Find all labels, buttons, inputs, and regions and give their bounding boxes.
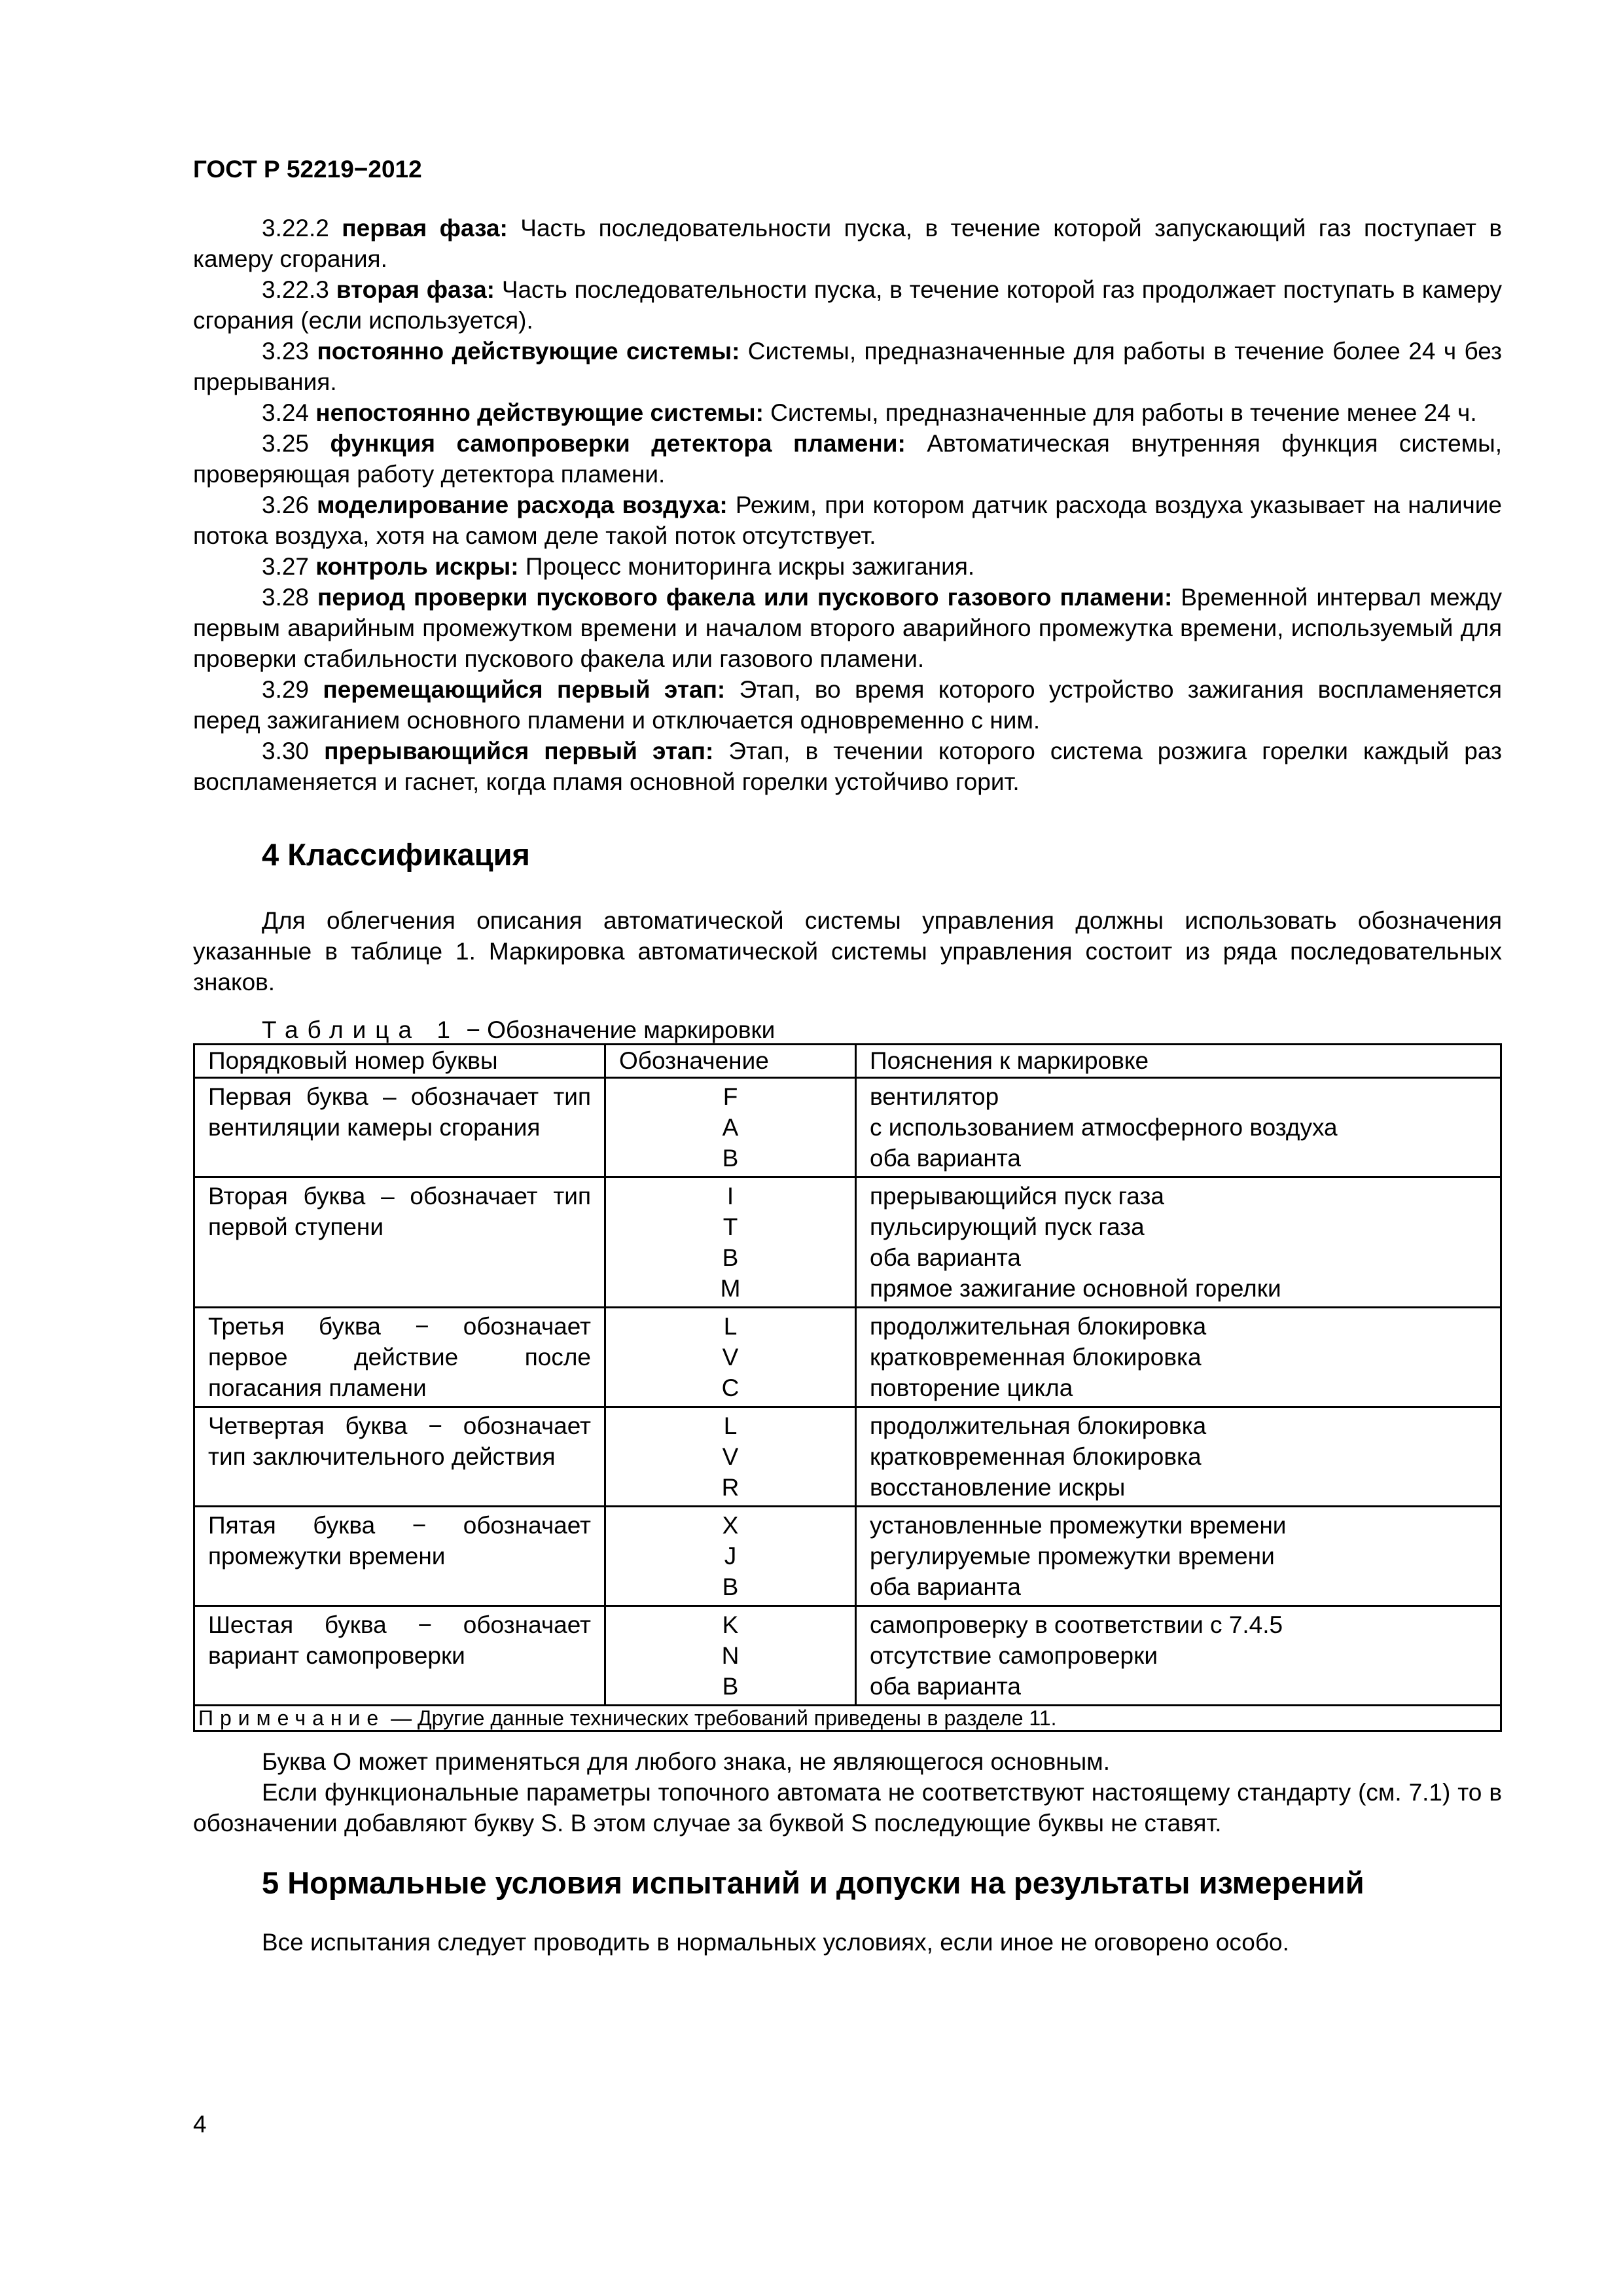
code-value: L (723, 1313, 738, 1340)
definition-term: контроль искры: (315, 553, 519, 580)
definition-number: 3.27 (262, 553, 310, 580)
definition-term: перемещающийся первый этап: (323, 676, 726, 703)
marking-table (193, 1043, 1502, 1732)
definition-3-29 (193, 674, 1502, 736)
explanation-value: оба варианта (870, 1145, 1021, 1172)
explanation-cell (856, 1606, 1501, 1706)
definition-term: первая фаза: (342, 215, 508, 242)
definition-term: функция самопроверки детектора пламени: (330, 430, 906, 457)
code-value: X (722, 1512, 739, 1539)
code-value: I (726, 1183, 734, 1210)
code-value: B (722, 1573, 739, 1600)
letter-s-paragraph: Если функциональные параметры топочного автомата не соответствуют настоящему стандарту (см. 7.1) то в обозначении добавляют букву S. В этом случае за буквой S последующие буквы не ставят. (193, 1779, 1502, 1837)
code-value: B (722, 1673, 739, 1700)
section-5-intro: Все испытания следует проводить в нормальных условиях, если иное не оговорено особо. (262, 1929, 1289, 1956)
designation-cell (605, 1078, 856, 1177)
definition-3-28 (193, 582, 1502, 674)
section-4-title: 4 Классификация (262, 837, 530, 872)
table-row (194, 1507, 1501, 1606)
table-row (194, 1308, 1501, 1407)
explanation-value: с использованием атмосферного воздуха (870, 1114, 1338, 1141)
explanation-value: отсутствие самопроверки (870, 1642, 1158, 1669)
definition-term: непостоянно действующие системы: (315, 399, 764, 426)
definition-3-24 (193, 397, 1502, 428)
code-value: N (721, 1642, 740, 1669)
code-value: J (724, 1543, 737, 1570)
section-5-title: 5 Нормальные условия испытаний и допуски на результаты измерений (262, 1865, 1364, 1900)
table-note-row (194, 1706, 1501, 1731)
definition-3-27 (193, 551, 1502, 582)
explanation-value: самопроверку в соответствии с 7.4.5 (870, 1611, 1283, 1638)
page-number: 4 (193, 2111, 207, 2138)
table-caption (262, 1017, 1502, 1043)
table-note-label: Примечание (198, 1706, 385, 1730)
letter-description: Вторая буква – обозначает тип первой ступени (194, 1177, 605, 1308)
section-4-intro: Для облегчения описания автоматической системы управления должны использовать обозначения указанные в таблице 1. Маркировка автоматической системы управления состоит из ряда последовательных знаков. (193, 907, 1502, 996)
letter-description: Шестая буква − обозначает вариант самопроверки (194, 1606, 605, 1706)
definition-number: 3.30 (262, 738, 310, 764)
letter-o-paragraph: Буква О может применяться для любого знака, не являющегося основным. (262, 1748, 1110, 1775)
letter-description: Первая буква – обозначает тип вентиляции камеры сгорания (194, 1078, 605, 1177)
explanation-value: восстановление искры (870, 1474, 1126, 1501)
code-value: C (721, 1374, 740, 1401)
table-note-text: — Другие данные технических требований приведены в разделе 11. (385, 1706, 1057, 1730)
table-row (194, 1606, 1501, 1706)
definition-text: Процесс мониторинга искры зажигания. (518, 553, 975, 580)
table-note (194, 1706, 1501, 1731)
explanation-value: продолжительная блокировка (870, 1412, 1207, 1439)
code-value: F (722, 1083, 738, 1110)
definition-text: Режим, при котором датчик расхода воздуха указывает на наличие потока воздуха, хотя на самом деле такой поток отсутствует. (193, 492, 1503, 549)
code-value: V (722, 1443, 739, 1470)
code-value: R (721, 1474, 740, 1501)
designation-cell (605, 1308, 856, 1407)
definition-number: 3.28 (262, 584, 310, 611)
definition-text: Автоматическая внутренняя функция системы, проверяющая работу детектора пламени. (193, 430, 1503, 488)
explanation-cell (856, 1507, 1501, 1606)
definition-number: 3.25 (262, 430, 310, 457)
definition-3-22-2 (193, 213, 1502, 274)
definition-3-30 (193, 736, 1502, 797)
column-header-explanation: Пояснения к маркировке (856, 1045, 1501, 1078)
definition-text: Системы, предназначенные для работы в течение более 24 ч без прерывания. (193, 338, 1503, 395)
explanation-value: прямое зажигание основной горелки (870, 1275, 1281, 1302)
definition-number: 3.29 (262, 676, 310, 703)
code-value: K (722, 1611, 739, 1638)
explanation-value: повторение цикла (870, 1374, 1073, 1401)
table-header-row (194, 1045, 1501, 1078)
explanation-value: пульсирующий пуск газа (870, 1213, 1145, 1240)
table-caption-label: Таблица 1 (262, 1016, 459, 1043)
definition-text: Часть последовательности пуска, в течение которой газ продолжает поступать в камеру сгорания (если используется). (193, 276, 1503, 334)
explanation-value: регулируемые промежутки времени (870, 1543, 1275, 1570)
designation-cell (605, 1407, 856, 1507)
definition-text: Часть последовательности пуска, в течение которой запускающий газ поступает в камеру сгорания. (193, 215, 1502, 272)
code-value: T (722, 1213, 738, 1240)
definition-term: прерывающийся первый этап: (324, 738, 714, 764)
document-code-header: ГОСТ Р 52219−2012 (193, 156, 422, 183)
table-row (194, 1407, 1501, 1507)
explanation-value: установленные промежутки времени (870, 1512, 1287, 1539)
definition-term: постоянно действующие системы: (317, 338, 740, 365)
definition-text: Временной интервал между первым аварийным промежутком времени и началом второго аварийного промежутка времени, используемый для проверки стабильности пускового факела или газового пламени. (193, 584, 1503, 672)
letter-description: Третья буква − обозначает первое действие после погасания пламени (194, 1308, 605, 1407)
explanation-cell (856, 1078, 1501, 1177)
definition-3-26 (193, 490, 1502, 551)
explanation-value: вентилятор (870, 1083, 999, 1110)
definition-number: 3.24 (262, 399, 310, 426)
explanation-value: оба варианта (870, 1573, 1021, 1600)
definitions-list (193, 213, 1502, 797)
after-table-text (193, 1746, 1502, 1839)
definition-number: 3.22.3 (262, 276, 329, 303)
code-value: M (720, 1275, 741, 1302)
letter-description: Четвертая буква − обозначает тип заключительного действия (194, 1407, 605, 1507)
explanation-value: оба варианта (870, 1244, 1021, 1271)
explanation-cell (856, 1407, 1501, 1507)
definition-term: период проверки пускового факела или пускового газового пламени: (317, 584, 1173, 611)
definition-number: 3.26 (262, 492, 310, 518)
code-value: V (722, 1344, 739, 1371)
explanation-value: прерывающийся пуск газа (870, 1183, 1164, 1210)
code-value: A (722, 1114, 739, 1141)
table-caption-text: − Обозначение маркировки (459, 1016, 776, 1043)
column-header-letter-number: Порядковый номер буквы (194, 1045, 605, 1078)
definition-3-23 (193, 336, 1502, 397)
designation-cell (605, 1177, 856, 1308)
definition-3-22-3 (193, 274, 1502, 336)
code-value: L (723, 1412, 738, 1439)
designation-cell (605, 1606, 856, 1706)
definition-text: Этап, в течении которого система розжига горелки каждый раз воспламеняется и гаснет, когда пламя основной горелки устойчиво горит. (193, 738, 1503, 795)
explanation-value: продолжительная блокировка (870, 1313, 1207, 1340)
definition-number: 3.22.2 (262, 215, 329, 242)
explanation-value: кратковременная блокировка (870, 1344, 1202, 1371)
explanation-cell (856, 1308, 1501, 1407)
definition-text: Системы, предназначенные для работы в течение менее 24 ч. (763, 399, 1477, 426)
definition-3-25 (193, 428, 1502, 490)
definition-text: Этап, во время которого устройство зажигания воспламеняется перед зажиганием основного пламени и отключается одновременно с ним. (193, 676, 1503, 734)
explanation-cell (856, 1177, 1501, 1308)
column-header-designation: Обозначение (605, 1045, 856, 1078)
code-value: B (722, 1244, 739, 1271)
table-row (194, 1078, 1501, 1177)
definition-term: вторая фаза: (336, 276, 495, 303)
table-row (194, 1177, 1501, 1308)
explanation-value: кратковременная блокировка (870, 1443, 1202, 1470)
definition-number: 3.23 (262, 338, 310, 365)
code-value: B (722, 1145, 739, 1172)
page-content (193, 213, 1502, 1958)
designation-cell (605, 1507, 856, 1606)
explanation-value: оба варианта (870, 1673, 1021, 1700)
letter-description: Пятая буква − обозначает промежутки времени (194, 1507, 605, 1606)
definition-term: моделирование расхода воздуха: (317, 492, 728, 518)
